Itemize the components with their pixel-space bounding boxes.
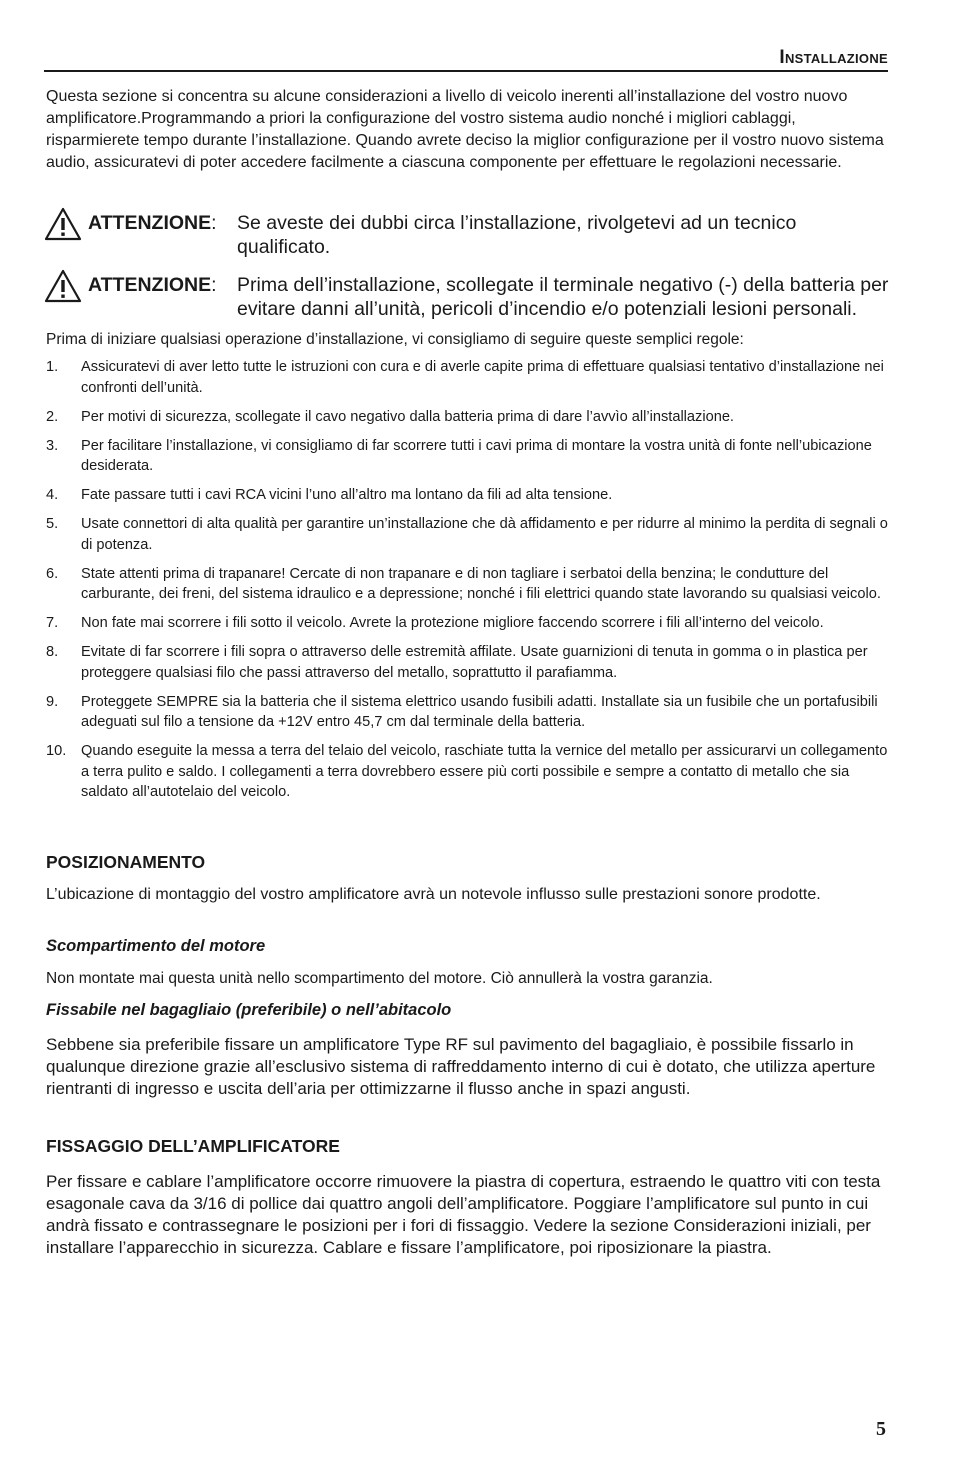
rules-intro: Prima di iniziare qualsiasi operazione d’installazione, vi consigliamo di seguire queste semplici regole: xyxy=(46,331,744,348)
list-item: 2. Per motivi di sicurezza, scollegate il cavo negativo dalla batteria prima di dare l’avvìo all’installazione. xyxy=(46,408,734,425)
section-title: Installazione xyxy=(779,47,888,68)
engine-heading: Scompartimento del motore xyxy=(46,937,266,955)
list-item: 4. Fate passare tutti i cavi RCA vicini l’uno all’altro ma lontano da fili ad alta tensione. xyxy=(46,487,613,503)
list-item: 1. Assicuratevi di aver letto tutte le istruzioni con cura e di averle capite prima di effettuare qualsiasi tentativo d’installazione nei confronti dell’unità. xyxy=(46,359,884,396)
warning-label: ATTENZIONE: xyxy=(88,212,217,234)
list-item: 6. State attenti prima di trapanare! Cercate di non trapanare e di non tagliare i serbatoi della benzina; le condutture del carburante, dei freni, del sistema idraulico e a depressione; nonché i fili elettrici quando state lavorando su qualsiasi veicolo. xyxy=(46,565,881,602)
trunk-text: Sebbene sia preferibile fissare un amplificatore Type RF sul pavimento del bagagliaio, è possibile fissarlo in qualunque direzione grazie all’esclusivo sistema di raffreddamento interno di cui è dotato, che utilizza aperture rientranti di ingresso e uscita dell’aria per ottimizzarne il flusso anche in spazi angusti. xyxy=(46,1035,876,1098)
list-item: 3. Per facilitare l’installazione, vi consigliamo di far scorrere tutti i cavi prima di montare la vostra unità di fonte nell’ubicazione desiderata. xyxy=(46,437,872,474)
warning-label: ATTENZIONE: xyxy=(88,274,217,296)
trunk-heading: Fissabile nel bagagliaio (preferibile) o nell’abitacolo xyxy=(46,1001,452,1019)
page-header xyxy=(44,46,888,72)
list-item: 5. Usate connettori di alta qualità per garantire un’installazione che dà affidamento e per ridurre al minimo la perdita di segnali o di potenza. xyxy=(46,516,888,553)
warning-triangle-icon xyxy=(44,269,82,303)
mounting-text: Per fissare e cablare l’amplificatore occorre rimuovere la piastra di copertura, estraendo le quattro viti con testa esagonale cava da 3/16 di pollice dai quattro angoli dell’amplificatore. Poggiare l’amplificatore sul punto in cui andrà fissato e contrassegnare le posizioni per i fori di fissaggio. Vedere la sezione Considerazioni iniziali, per installare l’apparecchio in sicurezza. Cablare e fissare l’amplificatore, poi riposizionare la piastra. xyxy=(46,1172,881,1257)
warning-triangle-icon xyxy=(44,207,82,241)
page-number: 5 xyxy=(876,1418,886,1440)
list-item: 7. Non fate mai scorrere i fili sotto il veicolo. Avrete la protezione migliore faccendo scorrere i fili all’interno del veicolo. xyxy=(46,615,824,631)
mounting-heading: FISSAGGIO DELL’AMPLIFICATORE xyxy=(46,1136,340,1156)
rules-list xyxy=(46,357,888,811)
engine-text: Non montate mai questa unità nello scompartimento del motore. Ciò annullerà la vostra garanzia. xyxy=(46,970,713,987)
warning-text: Prima dell’installazione, scollegate il terminale negativo (-) della batteria per evitare danni all’unità, pericoli d’incendio e/o potenziali lesioni personali. xyxy=(237,274,889,320)
list-item: 10. Quando eseguite la messa a terra del telaio del veicolo, raschiate tutta la vernice del metallo per assicurarvi un collegamento a terra pulito e saldo. I collegamenti a terra dovrebbero essere più corti possibile e sempre a contatto di metallo che sia saldato all’autotelaio del veicolo. xyxy=(46,743,888,800)
list-item: 8. Evitate di far scorrere i fili sopra o attraverso delle estremità affilate. Usate guarnizioni di tenuta in gomma o in plastica per proteggere qualsiasi filo che passi attraverso del metallo, soprattutto il parafiamma. xyxy=(46,644,868,681)
warning-text: Se aveste dei dubbi circa l’installazione, rivolgetevi ad un tecnico qualificato. xyxy=(237,212,797,258)
positioning-text: L’ubicazione di montaggio del vostro amplificatore avrà un notevole influsso sulle prestazioni sonore prodotte. xyxy=(46,886,821,903)
list-item: 9. Proteggete SEMPRE sia la batteria che il sistema elettrico usando fusibili adatti. Installate sia un fusibile che un portafusibili adeguati sul filo a tensione da +12V entro 45,7 cm dal terminale della batteria. xyxy=(46,693,878,730)
positioning-heading: POSIZIONAMENTO xyxy=(46,852,206,872)
intro-paragraph: Questa sezione si concentra su alcune considerazioni a livello di veicolo inerenti all’installazione del vostro nuovo amplificatore.Programmando a priori la configurazione del vostro sistema audio nonché i migliori cablaggi, risparmierete tempo durante l’installazione. Quando avrete deciso la miglior configurazione per il vostro nuovo sistema audio, assicuratevi di poter accedere facilmente a ciascuna componente per effettuare le regolazioni necessarie. xyxy=(46,88,884,171)
